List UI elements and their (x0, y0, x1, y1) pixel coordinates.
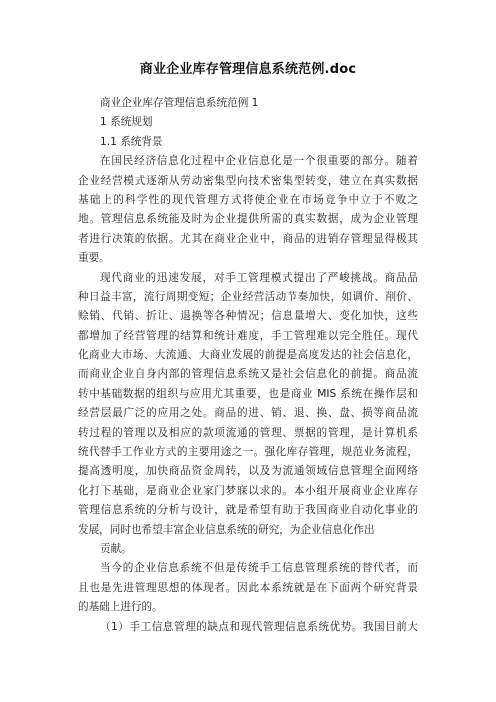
body-line: 当今的企业信息系统不但是传统手工信息管理系统的替代者，而 (100, 562, 418, 575)
document-title: 商业企业库存管理信息系统范例.doc (139, 62, 357, 77)
body-line: 转中基础数据的组织与应用尤其重要，也是商业 MIS 系统在操作层和 (78, 387, 418, 400)
body-line: 赊销、代销、折让、退换等各种情况；信息量增大、变化加快，这些 (78, 310, 418, 323)
body-line: 重要。 (78, 252, 110, 265)
body-line: 且也是先进管理思想的体现者。因此本系统就是在下面两个研究背景 (78, 581, 418, 594)
body-line: 转过程的管理以及相应的款项流通的管理、票据的管理，是计算机系 (78, 426, 418, 439)
body-line: （1）手工信息管理的缺点和现代管理信息系统优势。我国目前大 (100, 620, 418, 633)
body-line: 1.1 系统背景 (100, 135, 163, 148)
body-line: 化商业大市场、大流通、大商业发展的前提是高度发达的社会信息化， (78, 349, 418, 362)
body-line: 管理信息系统的分析与设计，就是希望有助于我国商业自动化事业的 (78, 504, 418, 517)
body-line: 都增加了经营管理的结算和统计难度，手工管理难以完全胜任。现代 (78, 329, 418, 342)
body-line: 在国民经济信息化过程中企业信息化是一个很重要的部分。随着 (100, 155, 418, 168)
body-line: 统代替手工作业方式的主要用途之一。强化库存管理，规范业务流程， (78, 446, 418, 459)
document-body (78, 94, 418, 637)
body-line: 种日益丰富，流行周期变短；企业经营活动节奏加快，如调价、削价、 (78, 290, 418, 303)
body-line: 而商业企业自身内部的管理信息系统又是社会信息化的前提。商品流 (78, 368, 418, 381)
body-line: 贡献。 (100, 542, 132, 555)
body-line: 者进行决策的依据。尤其在商业企业中，商品的进销存管理显得极其 (78, 232, 418, 245)
body-line: 经营层最广泛的应用之处。商品的进、销、退、换、盘、损等商品流 (78, 407, 418, 420)
body-line: 地。管理信息系统能及时为企业提供所需的真实数据，成为企业管理 (78, 213, 418, 226)
body-line: 基础上的科学性的现代管理方式将使企业在市场竞争中立于不败之 (78, 193, 418, 206)
body-line: 1 系统规划 (100, 116, 153, 129)
body-line: 的基础上进行的。 (78, 601, 163, 614)
body-line: 商业企业库存管理信息系统范例 1 (100, 97, 259, 109)
body-line: 企业经营模式逐渐从劳动密集型向技术密集型转变，建立在真实数据 (78, 174, 418, 187)
body-line: 发展，同时也希望丰富企业信息系统的研究，为企业信息化作出 (78, 523, 375, 536)
body-line: 现代商业的迅速发展，对手工管理模式提出了严峻挑战。商品品 (100, 271, 418, 284)
body-line: 化打下基础，是商业企业家门梦寐以求的。本小组开展商业企业库存 (78, 484, 418, 497)
body-line: 提高透明度，加快商品资金周转，以及为流通领域信息管理全面网络 (78, 465, 418, 478)
